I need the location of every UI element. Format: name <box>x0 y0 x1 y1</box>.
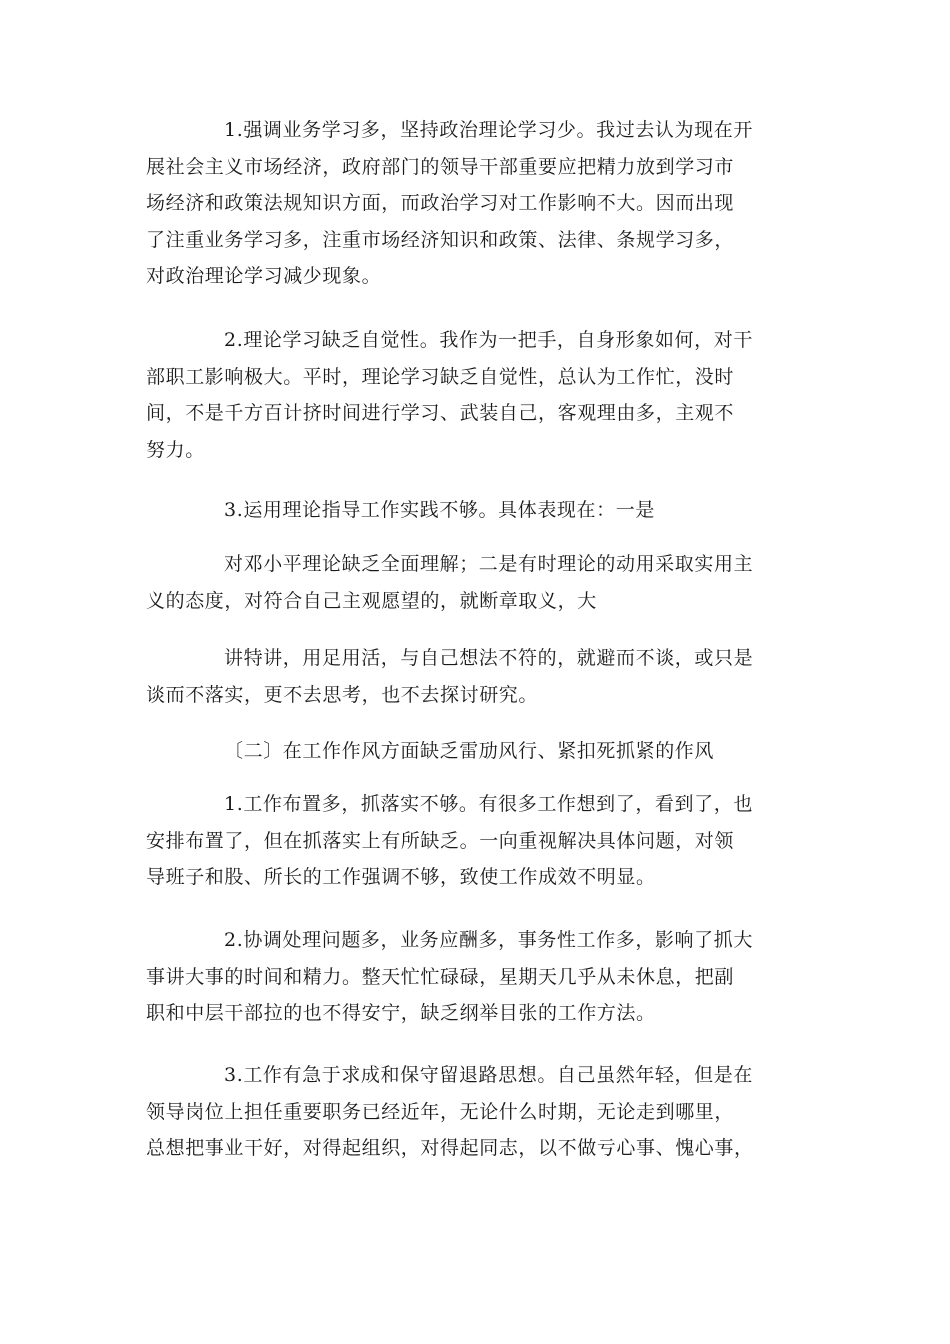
paragraph-4 <box>146 546 810 619</box>
paragraph-line: 2.协调处理问题多，业务应酬多，事务性工作多，影响了抓大 <box>224 929 753 951</box>
paragraph-line: 职和中层干部拉的也不得安宁，缺乏纲举目张的工作方法。 <box>146 1002 656 1024</box>
paragraph-line: 义的态度，对符合自己主观愿望的，就断章取义，大 <box>146 589 597 612</box>
paragraph-line: 讲特讲，用足用活，与自己想法不符的，就避而不谈，或只是 <box>224 647 754 669</box>
paragraph-3 <box>146 492 810 529</box>
paragraph-line: 3.运用理论指导工作实践不够。具体表现在：一是 <box>224 499 655 521</box>
paragraph-line: 展社会主义市场经济，政府部门的领导干部重要应把精力放到学习市 <box>146 155 735 178</box>
paragraph-7 <box>146 786 810 896</box>
paragraph-line: 谈而不落实，更不去思考，也不去探讨研究。 <box>146 683 539 706</box>
paragraph-1 <box>146 112 810 295</box>
paragraph-line: 总想把事业干好，对得起组织，对得起同志，以不做亏心事、愧心事， <box>146 1137 754 1159</box>
paragraph-line: 场经济和政策法规知识方面，而政治学习对工作影响不大。因而出现 <box>146 192 735 214</box>
section-heading <box>146 733 810 770</box>
paragraph-line: 了注重业务学习多，注重市场经济知识和政策、法律、条规学习多， <box>146 228 735 251</box>
paragraph-line: 事讲大事的时间和精力。整天忙忙碌碌，星期天几乎从未休息，把副 <box>146 965 735 988</box>
paragraph-line: 1.工作布置多，抓落实不够。有很多工作想到了，看到了，也 <box>224 793 753 815</box>
paragraph-line: 对邓小平理论缺乏全面理解；二是有时理论的动用采取实用主 <box>224 553 754 575</box>
paragraph-line: 2.理论学习缺乏自觉性。我作为一把手，自身形象如何，对干 <box>224 329 753 351</box>
paragraph-line: 间，不是千方百计挤时间进行学习、武装自己，客观理由多，主观不 <box>146 402 735 424</box>
paragraph-2 <box>146 322 810 468</box>
paragraph-line: 1.强调业务学习多，坚持政治理论学习少。我过去认为现在开 <box>224 119 753 141</box>
paragraph-line: 安排布置了，但在抓落实上有所缺乏。一向重视解决具体问题，对领 <box>146 829 735 852</box>
paragraph-line: 对政治理论学习减少现象。 <box>146 265 382 287</box>
paragraph-5 <box>146 640 810 713</box>
paragraph-9 <box>146 1057 810 1167</box>
paragraph-line: 导班子和股、所长的工作强调不够，致使工作成效不明显。 <box>146 866 656 888</box>
paragraph-line: 3.工作有急于求成和保守留退路思想。自己虽然年轻，但是在 <box>224 1064 753 1086</box>
paragraph-line: 努力。 <box>146 438 205 461</box>
paragraph-line: 部职工影响极大。平时，理论学习缺乏自觉性，总认为工作忙，没时 <box>146 365 735 388</box>
paragraph-8 <box>146 922 810 1032</box>
section-heading-text: 〔二〕在工作作风方面缺乏雷劢风行、紧扣死抓紧的作风 <box>224 740 715 762</box>
paragraph-line: 领导岗位上担任重要职务已经近年，无论什么时期，无论走到哪里， <box>146 1100 735 1123</box>
